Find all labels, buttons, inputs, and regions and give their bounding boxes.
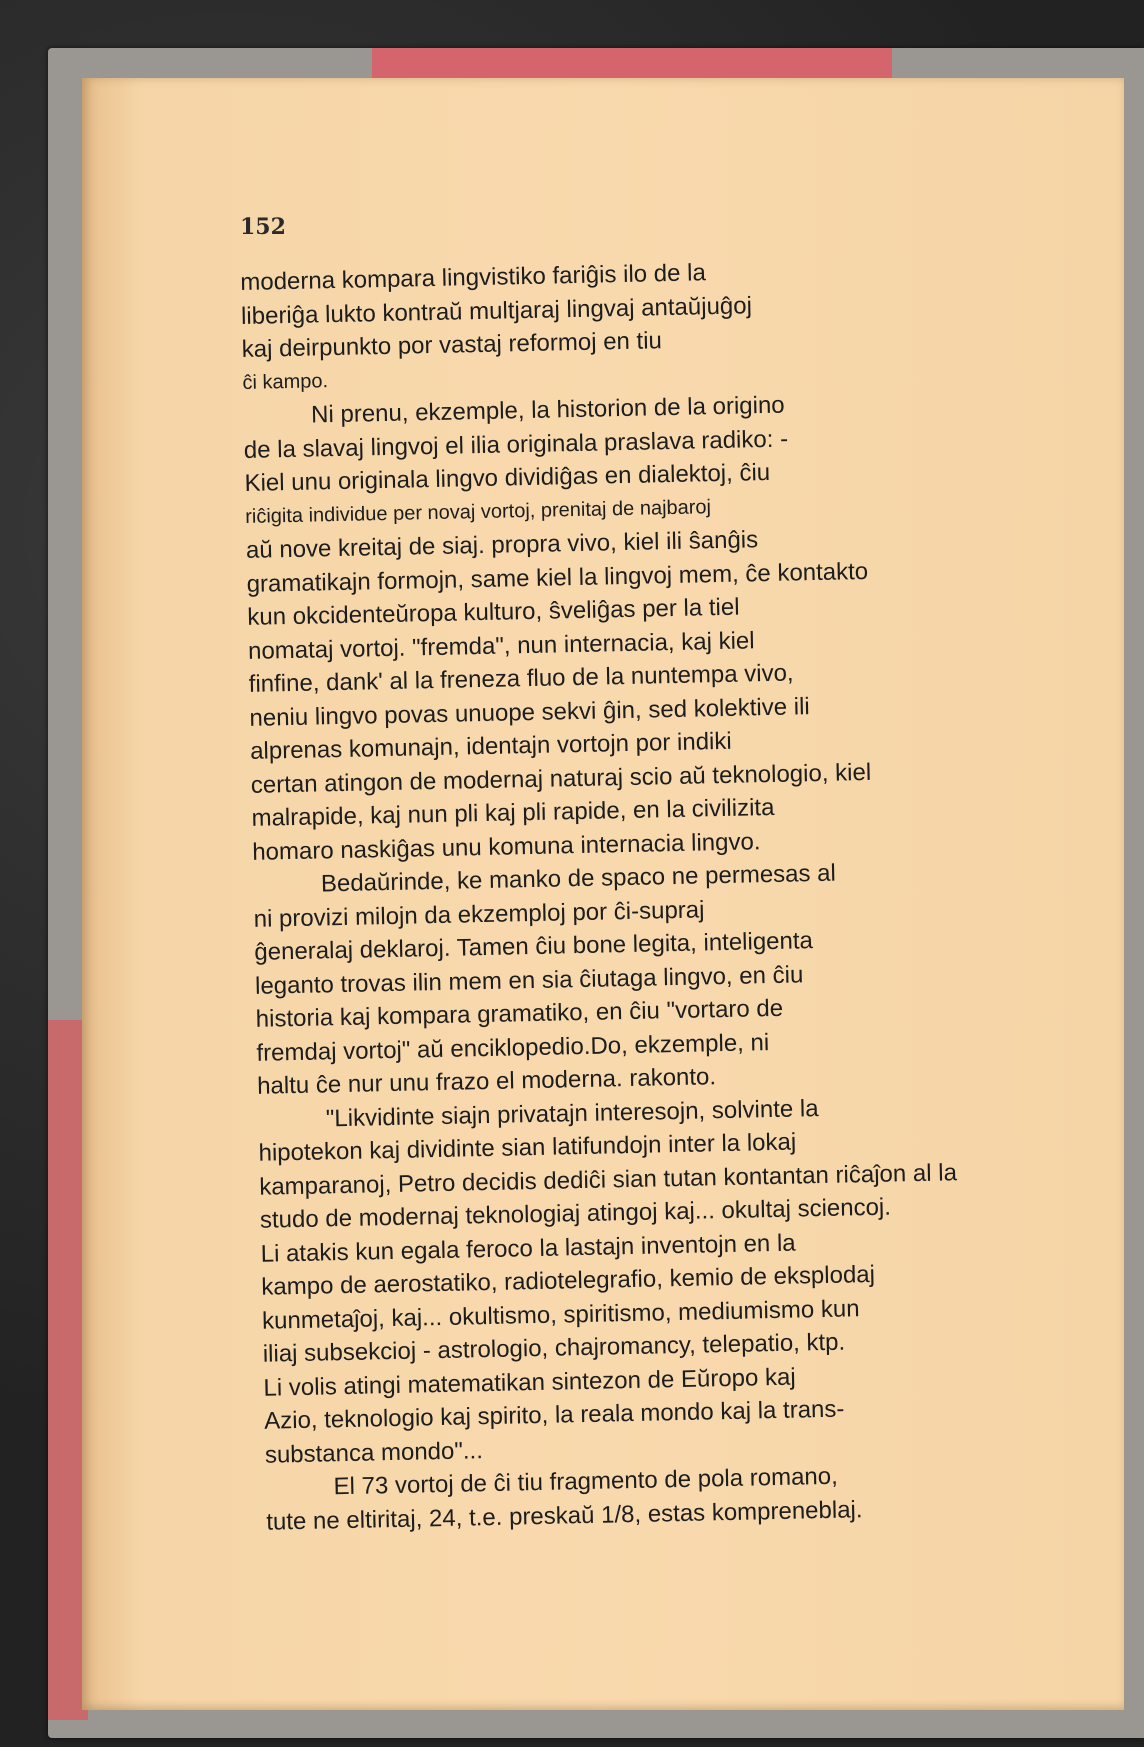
- text-line: El 73 vortoj de ĉi tiu fragmento de pola romano,: [333, 1462, 839, 1501]
- text-line: gramatikajn formojn, same kiel la lingvoj mem, ĉe kontakto: [246, 557, 869, 598]
- text-line: certan atingon de modernaj naturaj scio aŭ teknologio, kiel: [250, 758, 872, 799]
- text-line: alprenas komunajn, identajn vortojn por indiki: [249, 727, 732, 765]
- text-line: hipotekon kaj dividinte sian latifundojn inter la lokaj: [258, 1128, 797, 1167]
- text-line: substanca mondo"...: [264, 1436, 484, 1469]
- text-line: Azio, teknologio kaj spirito, la reala mondo kaj la trans-: [263, 1395, 845, 1435]
- text-line: liberiĝa lukto kontraŭ multjaraj lingvaj antaŭjuĝoj: [240, 291, 753, 330]
- text-line: fremdaj vortoj" aŭ enciklopedio.Do, ekzemple, ni: [256, 1028, 770, 1067]
- text-line: riĉigita individue per novaj vortoj, prenitaj de najbaroj: [245, 495, 712, 528]
- text-line: aŭ nove kreitaj de siaj. propra vivo, kiel ili ŝanĝis: [245, 526, 759, 564]
- cover-red-strip-top: [372, 48, 892, 78]
- text-line: ĝeneralaj deklaroj. Tamen ĉiu bone legita, inteligenta: [254, 927, 814, 966]
- text-line: "Likvidinte siajn privatajn interesojn, solvinte la: [325, 1094, 819, 1132]
- text-line: tute ne eltiritaj, 24, t.e. preskaŭ 1/8, estas komprenеblaj.: [266, 1495, 863, 1536]
- text-line: leganto trovas ilin mem en sia ĉiutaga lingvo, en ĉiu: [254, 960, 804, 1000]
- text-line: neniu lingvo povas unuope sekvi ĝin, sed kolektive ili: [249, 692, 810, 732]
- page-number: 152: [240, 214, 286, 240]
- text-line: kun okcidenteŭropa kulturo, ŝveliĝas per la tiel: [247, 593, 740, 631]
- text-line: Li atakis kun egala feroco la lastajn inventojn en la: [260, 1229, 796, 1268]
- text-line: ĉi kampo.: [242, 369, 329, 394]
- text-line: kaj deirpunkto por vastaj reformoj en tiu: [241, 327, 663, 363]
- text-line: de la slavaj lingvoj el ilia originala praslava radiko: -: [243, 425, 789, 464]
- text-line: homaro naskiĝas unu komuna internacia lingvo.: [251, 827, 761, 866]
- text-line: finfine, dank' al la freneza fluo de la nuntempa vivo,: [248, 659, 794, 698]
- text-line: moderna kompara lingvistiko fariĝis ilo de la: [240, 259, 707, 296]
- text-line: nomataj vortoj. "fremda", nun internacia, kaj kiel: [247, 626, 755, 665]
- text-line: malrapide, kaj nun pli kaj pli rapide, en la civilizita: [251, 793, 775, 832]
- text-line: historia kaj kompara gramatiko, en ĉiu "vortaro de: [255, 994, 784, 1033]
- text-line: Kiel unu originala lingvo dividiĝas en dialektoj, ĉiu: [244, 458, 771, 497]
- text-line: iliaj subsekcioj - astrologio, chajromancy, telepatio, ktp.: [262, 1328, 846, 1368]
- text-line: studo de modernaj teknologiaj atingoj kaj... okultaj sciencoj.: [259, 1193, 892, 1234]
- text-line: Bedaŭrinde, ke manko de spaco ne permesas al: [320, 859, 837, 898]
- text-line: kampo de aerostatiko, radiotelegrafio, kemio de eksplodaj: [261, 1260, 876, 1301]
- page-text: [240, 249, 1056, 1538]
- text-line: Ni prenu, ekzemple, la historion de la origino: [310, 391, 785, 429]
- text-line: haltu ĉe nur unu frazo el moderna. rakonto.: [256, 1063, 717, 1100]
- text-line: kamparanoj, Petro decidis dediĉi sian tutan kontantan riĉaĵon al la: [259, 1158, 958, 1201]
- text-line: kunmetaĵoj, kaj... okultismo, spiritismo, mediumismo kun: [261, 1294, 860, 1335]
- text-line: Li volis atingi matematikan sintezon de Eŭropo kaj: [263, 1363, 796, 1402]
- text-line: ni provizi milojn da ekzemploj por ĉi-supraj: [253, 895, 705, 933]
